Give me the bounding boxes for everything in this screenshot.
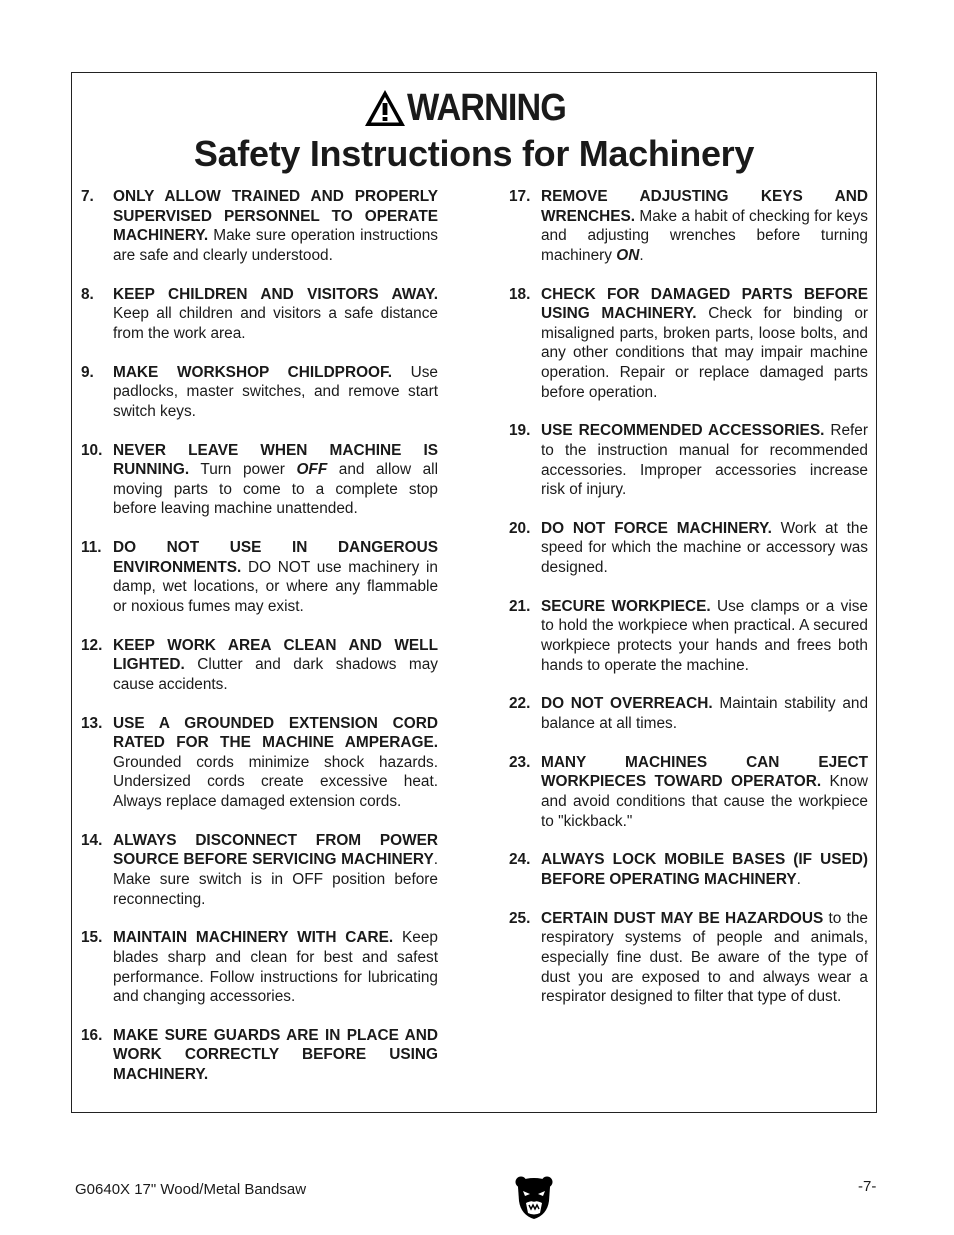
item-number: 12. bbox=[81, 636, 103, 654]
item-heading: MAKE WORKSHOP CHILDPROOF. bbox=[113, 363, 392, 381]
safety-item bbox=[81, 187, 438, 265]
warning-line bbox=[72, 87, 876, 127]
item-heading: KEEP CHILDREN AND VISITORS AWAY. bbox=[113, 285, 438, 303]
item-number: 24. bbox=[509, 851, 531, 869]
safety-item bbox=[509, 850, 868, 889]
item-body: Check for binding or misaligned parts, broken parts, loose bolts, and any other conditions that may impair machine operation. Repair or replace damaged parts before operation. bbox=[541, 305, 869, 401]
item-number: 21. bbox=[509, 597, 531, 615]
item-body: Grounded cords minimize shock hazards. Undersized cords create excessive heat. Always replace damaged extension cords. bbox=[113, 753, 438, 810]
item-number: 19. bbox=[509, 422, 531, 440]
safety-item bbox=[81, 1026, 438, 1085]
footer-model: G0640X 17" Wood/Metal Bandsaw bbox=[75, 1181, 307, 1198]
item-emphasis: ON bbox=[616, 246, 640, 264]
item-number: 20. bbox=[509, 519, 531, 537]
item-body: . bbox=[639, 246, 644, 264]
warning-triangle-icon bbox=[364, 89, 406, 127]
safety-item bbox=[81, 714, 438, 812]
safety-item bbox=[509, 753, 868, 831]
safety-item bbox=[81, 831, 438, 909]
item-body: Maintain stability and balance at all times. bbox=[541, 695, 869, 732]
item-body: Use padlocks, master switches, and remove start switch keys. bbox=[113, 363, 438, 420]
item-body: Use clamps or a vise to hold the workpiece when practical. A secured workpiece protects your hands and frees both hands to operate the machine. bbox=[541, 597, 868, 674]
item-number: 7. bbox=[81, 188, 94, 205]
left-column bbox=[81, 187, 438, 1104]
item-body: Know and avoid conditions that cause the workpiece to "kickback." bbox=[541, 773, 868, 830]
safety-item bbox=[81, 636, 438, 695]
warning-word: WARNING bbox=[407, 87, 567, 129]
item-heading: DO NOT OVERREACH. bbox=[541, 695, 713, 713]
item-body: Refer to the instruction manual for recommended accessories. Improper accessories increase risk of injury. bbox=[541, 422, 868, 499]
item-number: 11. bbox=[81, 539, 102, 557]
item-heading: ALWAYS DISCONNECT FROM POWER SOURCE BEFORE SERVICING MACHINERY bbox=[113, 831, 438, 869]
item-heading: KEEP WORK AREA CLEAN AND WELL LIGHTED. bbox=[113, 636, 438, 674]
safety-item bbox=[509, 285, 868, 403]
item-body: . bbox=[796, 870, 801, 888]
item-heading: ALWAYS LOCK MOBILE BASES (IF USED) BEFORE OPERATING MACHINERY bbox=[541, 851, 868, 888]
item-number: 18. bbox=[509, 285, 531, 303]
item-heading: MAKE SURE GUARDS ARE IN PLACE AND WORK CORRECTLY BEFORE USING MACHINERY. bbox=[113, 1026, 438, 1084]
item-number: 16. bbox=[81, 1026, 103, 1044]
footer-page-number: -7- bbox=[858, 1178, 877, 1195]
item-heading: DO NOT FORCE MACHINERY. bbox=[541, 519, 772, 537]
warning-box bbox=[71, 72, 877, 1113]
item-number: 23. bbox=[509, 753, 531, 771]
item-body: . Make sure switch is in OFF position before reconnecting. bbox=[113, 851, 438, 908]
item-heading: DO NOT USE IN DANGEROUS ENVIRONMENTS. bbox=[113, 539, 438, 576]
safety-item bbox=[509, 421, 868, 499]
item-body: Clutter and dark shadows may cause accidents. bbox=[113, 656, 438, 693]
safety-item bbox=[509, 187, 868, 265]
item-number: 25. bbox=[509, 909, 531, 927]
item-heading: NEVER LEAVE WHEN MACHINE IS RUNNING. bbox=[113, 441, 438, 479]
item-emphasis: OFF bbox=[296, 461, 328, 479]
right-column bbox=[509, 187, 868, 1026]
item-heading: USE A GROUNDED EXTENSION CORD RATED FOR THE MACHINE AMPERAGE. bbox=[113, 714, 438, 752]
safety-item bbox=[509, 519, 868, 578]
item-body: Make a habit of checking for keys and adjusting wrenches before turning machinery bbox=[541, 207, 868, 264]
item-heading: REMOVE ADJUSTING KEYS AND WRENCHES. bbox=[541, 188, 868, 225]
item-body: Make sure operation instructions are safe and clearly understood. bbox=[113, 227, 438, 264]
safety-item bbox=[509, 597, 868, 675]
safety-item bbox=[81, 538, 438, 616]
safety-item bbox=[509, 694, 868, 733]
item-number: 9. bbox=[81, 363, 94, 381]
item-heading: ONLY ALLOW TRAINED AND PROPERLY SUPERVISED PERSONNEL TO OPERATE MACHINERY. bbox=[113, 188, 438, 245]
bear-logo-icon bbox=[514, 1175, 554, 1221]
item-number: 14. bbox=[81, 831, 103, 849]
item-number: 22. bbox=[509, 695, 531, 713]
item-number: 13. bbox=[81, 714, 103, 732]
item-body: and allow all moving parts to come to a complete stop before leaving machine unattended. bbox=[113, 461, 439, 518]
heading bbox=[72, 87, 876, 175]
item-number: 10. bbox=[81, 441, 103, 459]
item-body: Turn power bbox=[189, 461, 297, 479]
item-number: 8. bbox=[81, 285, 94, 303]
item-body: DO NOT use machinery in damp, wet locations, or where any flammable or noxious fumes may exist. bbox=[113, 558, 438, 615]
safety-item bbox=[81, 363, 438, 422]
item-number: 15. bbox=[81, 929, 103, 947]
item-body: Work at the speed for which the machine or accessory was designed. bbox=[541, 519, 868, 577]
item-heading: SECURE WORKPIECE. bbox=[541, 597, 711, 615]
item-heading: CERTAIN DUST MAY BE HAZARDOUS bbox=[541, 909, 824, 927]
safety-item bbox=[81, 928, 438, 1006]
item-heading: CHECK FOR DAMAGED PARTS BEFORE USING MACHINERY. bbox=[541, 285, 868, 323]
item-number: 17. bbox=[509, 188, 531, 205]
safety-item bbox=[81, 285, 438, 344]
item-heading: MANY MACHINES CAN EJECT WORKPIECES TOWARD OPERATOR. bbox=[541, 753, 868, 791]
safety-item bbox=[509, 909, 868, 1007]
item-body: Keep all children and visitors a safe distance from the work area. bbox=[113, 305, 438, 342]
safety-item bbox=[81, 441, 438, 519]
item-heading: MAINTAIN MACHINERY WITH CARE. bbox=[113, 929, 394, 947]
page-title: Safety Instructions for Machinery bbox=[193, 133, 755, 174]
item-body: Keep blades sharp and clean for best and safest performance. Follow instructions for lubricating and changing accessories. bbox=[113, 929, 438, 1006]
item-heading: USE RECOMMENDED ACCESSORIES. bbox=[541, 422, 825, 440]
item-body: to the respiratory systems of people and animals, especially fine dust. Be aware of the type of dust you are exposed to and always wear a respirator designed to filter that type of dust. bbox=[541, 909, 868, 1006]
